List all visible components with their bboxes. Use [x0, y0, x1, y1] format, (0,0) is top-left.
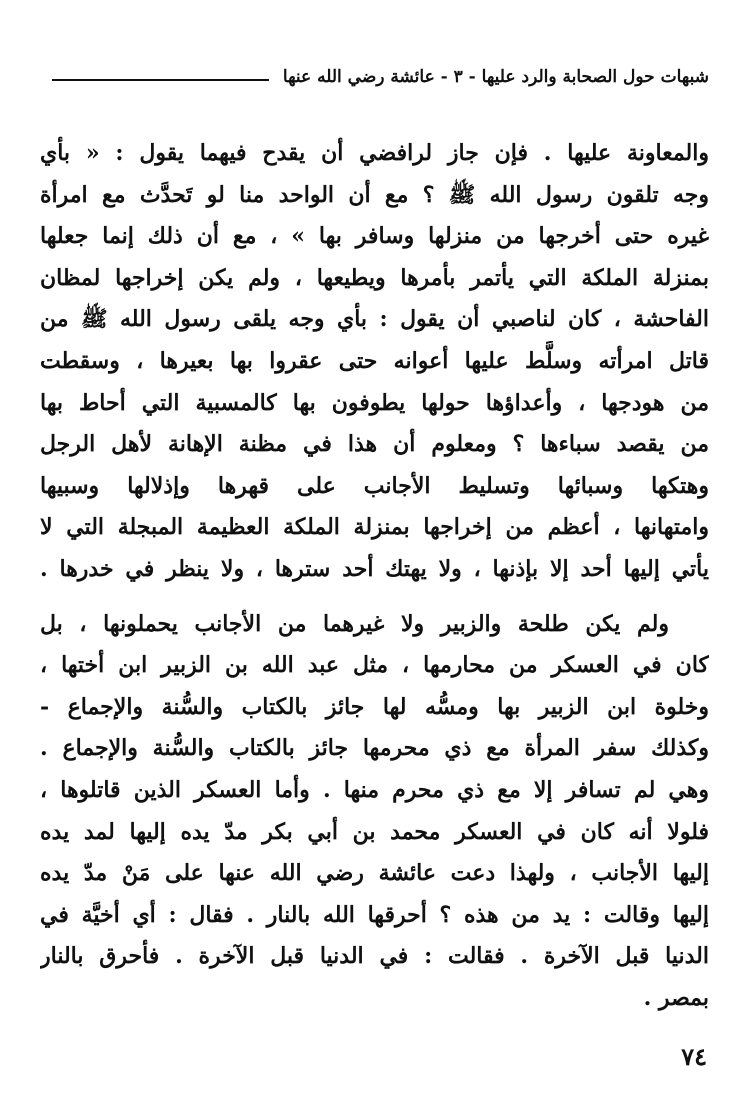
running-header-title: شبهات حول الصحابة والرد عليها - ٣ - عائشة رضي الله عنها	[282, 67, 709, 87]
text-line: وخلوة ابن الزبير بها ومسُّه لها جائز بالكتاب والسُّنة والإجماع -	[40, 693, 709, 720]
text-line: قاتل امرأته وسلَّط عليها أعوانه حتى عقروا بها بعيرها ، وسقطت	[40, 347, 709, 374]
text-line: وكذلك سفر المرأة مع ذي محرمها جائز بالكتاب والسُّنة والإجماع .	[40, 735, 709, 762]
paragraph-1	[40, 133, 709, 591]
text-line: إليها الأجانب ، ولهذا دعت عائشة رضي الله عنها على مَنْ مدّ يده	[40, 860, 709, 887]
text-line: وهتكها وسبائها وتسليط الأجانب على قهرها وإذلالها وسبيها	[40, 472, 709, 499]
text-line: فلولا أنه كان في العسكر محمد بن أبي بكر مدّ يده إليها لمد يده	[40, 818, 709, 845]
text-line: من هودجها ، وأعداؤها حولها يطوفون بها كالمسبية التي أحاط بها	[40, 389, 709, 416]
header-rule	[52, 79, 269, 81]
text-line: من يقصد سباءها ؟ ومعلوم أن هذا في مظنة الإهانة لأهل الرجل	[40, 431, 709, 458]
text-line: ولم يكن طلحة والزبير ولا غيرهما من الأجانب يحملونها ، بل	[40, 610, 669, 637]
text-line: غيره حتى أخرجها من منزلها وسافر بها » ، مع أن ذلك إنما جعلها	[40, 223, 709, 250]
paragraph-2	[40, 604, 709, 1020]
text-line: بمنزلة الملكة التي يأتمر بأمرها ويطيعها ، ولم يكن إخراجها لمظان	[40, 264, 709, 291]
text-line: إليها وقالت : يد من هذه ؟ أحرقها الله بالنار . فقال : أي أخيَّة في	[40, 901, 709, 928]
paragraph-gap	[40, 591, 709, 604]
text-line: وامتهانها ، أعظم من إخراجها بمنزلة الملكة العظيمة المبجلة التي لا	[40, 514, 709, 541]
body-text	[40, 133, 709, 1019]
text-line: كان في العسكر من محارمها ، مثل عبد الله بن الزبير ابن أختها ،	[40, 652, 709, 679]
text-line: والمعاونة عليها . فإن جاز لرافضي أن يقدح فيهما يقول : « بأي	[40, 140, 709, 166]
page-number: ٧٤	[681, 1042, 707, 1071]
running-header	[52, 62, 709, 92]
text-line: الفاحشة ، كان لناصبي أن يقول : بأي وجه يلقى رسول الله ﷺ من	[40, 306, 709, 333]
text-line: بمصر .	[643, 984, 709, 1011]
text-line: يأتي إليها أحد إلا بإذنها ، ولا يهتك أحد سترها ، ولا ينظر في خدرها .	[40, 555, 709, 582]
text-line: وجه تلقون رسول الله ﷺ ؟ مع أن الواحد منا لو تَحدَّث مع امرأة	[40, 181, 709, 208]
text-line: وهي لم تسافر إلا مع ذي محرم منها . وأما العسكر الذين قاتلوها ،	[40, 776, 709, 803]
text-line: الدنيا قبل الآخرة . فقالت : في الدنيا قبل الآخرة . فأحرق بالنار	[40, 943, 709, 970]
